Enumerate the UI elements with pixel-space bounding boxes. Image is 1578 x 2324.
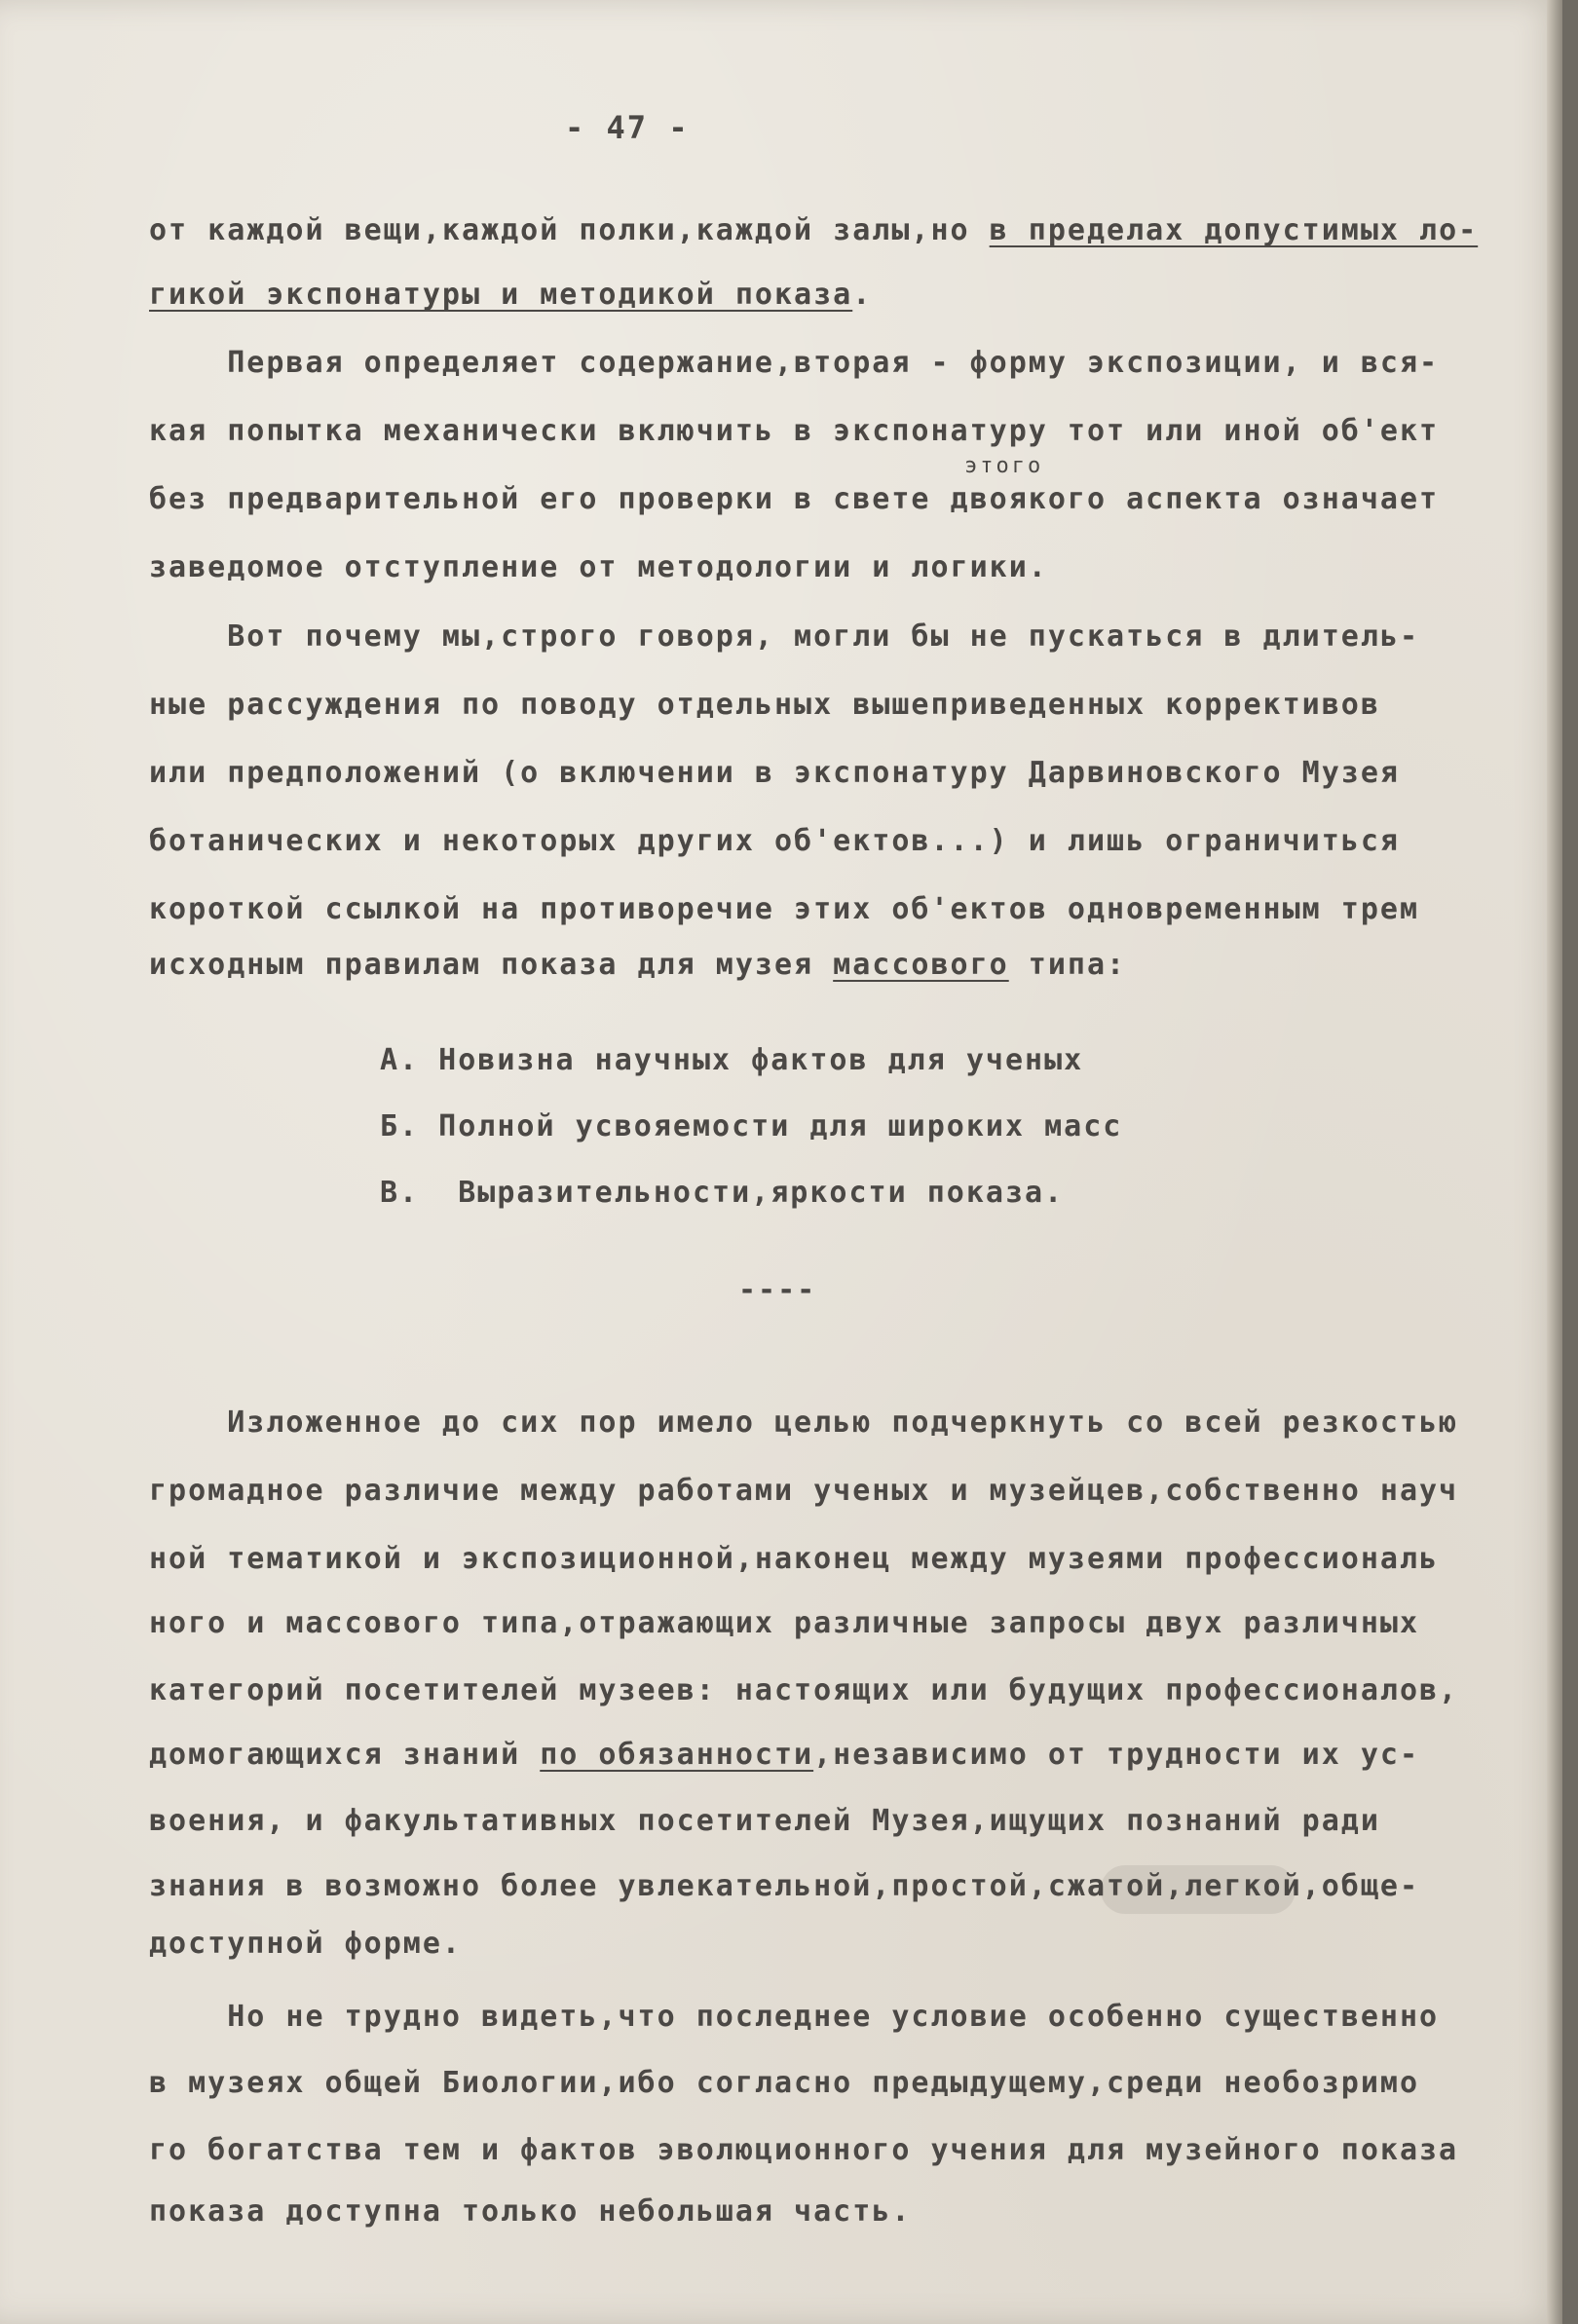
rule-item-a: А. Новизна научных фактов для ученых [380,1043,1084,1077]
underlined-phrase: по обязанности [540,1738,814,1772]
paragraph-3-line-2: ные рассуждения по поводу отдельных вышеприведенных коррективов [149,688,1380,722]
paragraph-3-line-3: или предположений (о включении в экспонатуру Дарвиновского Музея [149,756,1400,790]
underlined-phrase: гикой экспонатуры и методикой показа [149,278,853,312]
paragraph-2-line-1: Первая определяет содержание,вторая - форму экспозиции, и вся- [149,346,1440,380]
paragraph-3-line-1: Вот почему мы,строго говоря, могли бы не пускаться в длитель- [149,619,1419,654]
section-separator: ---- [738,1273,817,1307]
text-span: ,независимо от трудности их ус- [813,1738,1420,1772]
underlined-phrase: в пределах допустимых ло- [989,213,1479,247]
paragraph-4-line-1: Изложенное до сих пор имело целью подчеркнуть со всей резкостью [149,1406,1459,1440]
paragraph-4-line-2: громадное различие между работами ученых и музейцев,собственно науч [149,1474,1459,1508]
paragraph-4-line-8: знания в возможно более увлекательной,простой,сжатой,легкой,обще- [149,1869,1419,1903]
paragraph-3-line-4: ботанических и некоторых других об'ектов...) и лишь ограничиться [149,824,1400,858]
text-span: исходным правилам показа для музея [149,948,834,982]
paragraph-4-line-3: ной тематикой и экспозиционной,наконец между музеями профессиональ [149,1542,1440,1576]
paragraph-3-line-6 [149,948,1126,982]
paragraph-5-line-4: показа доступна только небольшая часть. [149,2194,912,2229]
paragraph-2-line-4: заведомое отступление от методологии и логики. [149,550,1048,584]
paragraph-4-line-5: категорий посетителей музеев: настоящих или будущих профессионалов, [149,1673,1459,1707]
paragraph-5-line-1: Но не трудно видеть,что последнее условие особенно существенно [149,2000,1440,2034]
text-span: типа: [1008,948,1127,982]
underlined-phrase: массового [833,948,1009,982]
rule-item-c: В. Выразительности,яркости показа. [380,1176,1065,1210]
paragraph-4-line-9: доступной форме. [149,1927,462,1961]
paragraph-5-line-2: в музеях общей Биологии,ибо согласно предыдущему,среди необозримо [149,2066,1419,2100]
handwritten-insert: этого [964,454,1044,478]
paragraph-1-line-1 [149,213,1478,247]
text-span: . [852,278,873,312]
paragraph-4-line-4: ного и массового типа,отражающих различные запросы двух различных [149,1606,1419,1640]
paragraph-4-line-6 [149,1738,1419,1772]
paragraph-2-line-2: кая попытка механически включить в экспонатуру тот или иной об'ект [149,414,1440,448]
paragraph-4-line-7: воения, и факультативных посетителей Музея,ищущих познаний ради [149,1804,1380,1838]
rule-item-b: Б. Полной усвояемости для широких масс [380,1109,1123,1143]
text-span: домогающихся знаний [149,1738,541,1772]
page-number: - 47 - [565,109,690,146]
page-edge [1547,0,1562,2324]
paragraph-3-line-5: короткой ссылкой на противоречие этих об'ектов одновременным трем [149,892,1419,926]
paragraph-2-line-3: без предварительной его проверки в свете двоякого аспекта означает [149,482,1440,516]
paragraph-5-line-3: го богатства тем и фактов эволюционного учения для музейного показа [149,2133,1459,2167]
paragraph-1-line-2 [149,278,872,312]
text-span: от каждой вещи,каждой полки,каждой залы,но [149,213,990,247]
